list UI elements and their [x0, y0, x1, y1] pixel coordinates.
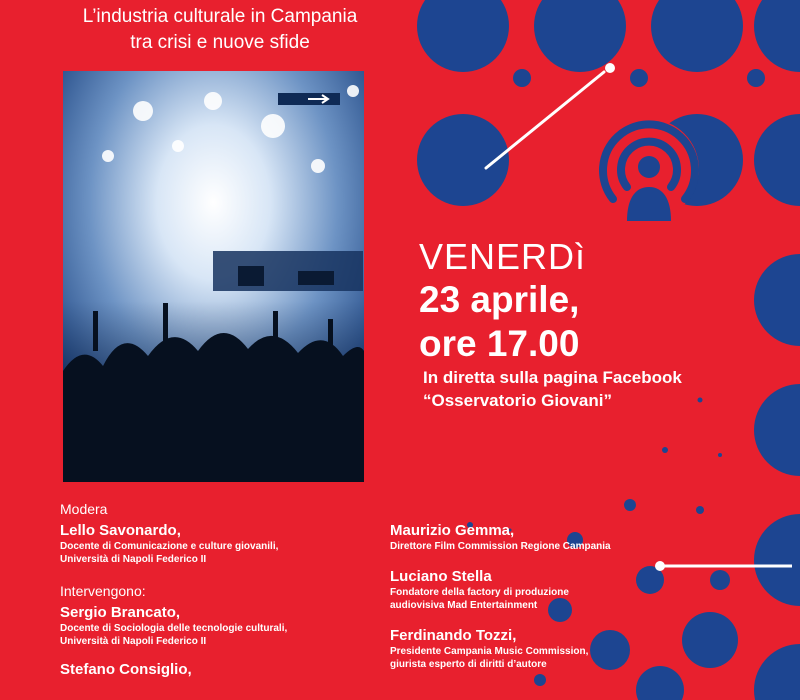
live-stream-line-2: “Osservatorio Giovani” [423, 391, 612, 410]
speakers-label: Intervengono: [60, 583, 146, 599]
subtitle-line-2: tra crisi e nuove sfide [130, 32, 310, 53]
speaker-description: Direttore Film Commission Regione Campania [390, 541, 611, 552]
event-subtitle [60, 4, 380, 56]
speaker-entry [60, 603, 360, 648]
speaker-description: Presidente Campania Music Commission, [390, 646, 589, 657]
speaker-entry [390, 567, 670, 612]
event-date-block [419, 236, 749, 412]
speaker-entry [390, 521, 670, 553]
event-time: ore 17.00 [419, 323, 580, 364]
speakers-left-column [60, 500, 360, 689]
event-day: 23 aprile, [419, 279, 580, 320]
live-broadcast-person-icon [583, 103, 715, 235]
speaker-name: Maurizio Gemma, [390, 522, 515, 539]
speaker-name: Lello Savonardo, [60, 522, 181, 539]
speaker-description: Docente di Sociologia delle tecnologie culturali, [60, 623, 288, 634]
speaker-name: Ferdinando Tozzi, [390, 627, 517, 644]
event-weekday: VENERDì [419, 236, 587, 277]
speaker-description: audiovisiva Mad Entertainment [390, 600, 538, 611]
speaker-entry [390, 626, 670, 671]
speaker-name: Stefano Consiglio, [60, 661, 192, 678]
speaker-description: Docente di Comunicazione e culture giovanili, [60, 541, 279, 552]
speaker-entry [60, 660, 360, 679]
speaker-description: Università di Napoli Federico II [60, 636, 207, 647]
moderator-label: Modera [60, 501, 108, 517]
moderator-entry [60, 521, 360, 566]
speakers-right-column [390, 521, 670, 681]
speaker-description: Università di Napoli Federico II [60, 554, 207, 565]
speaker-name: Sergio Brancato, [60, 604, 181, 621]
concert-crowd-photo [63, 71, 364, 482]
speaker-name: Luciano Stella [390, 568, 492, 585]
speaker-description: giurista esperto di diritti d’autore [390, 659, 547, 670]
speaker-description: Fondatore della factory di produzione [390, 587, 569, 598]
subtitle-line-1: L’industria culturale in Campania [82, 6, 358, 27]
live-stream-line-1: In diretta sulla pagina Facebook [423, 368, 682, 387]
